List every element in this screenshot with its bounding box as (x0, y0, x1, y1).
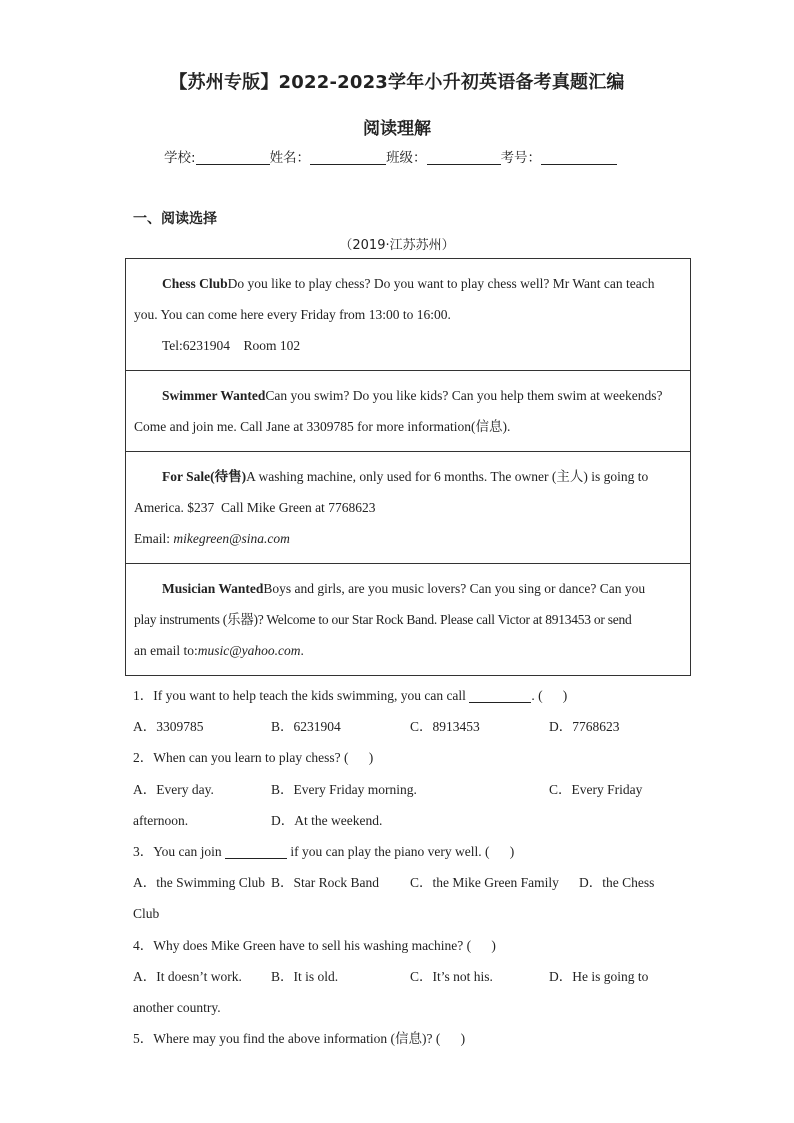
question-stem (133, 680, 693, 711)
option: A．3309785 (133, 719, 204, 735)
email-label: Email: (134, 531, 174, 546)
section-heading: 一、阅读选择 (133, 211, 217, 227)
option: B．Every Friday morning. (271, 781, 417, 797)
answer-blank (225, 844, 287, 859)
name-blank (310, 150, 386, 165)
option: B．It is old. (271, 968, 339, 984)
ad-title: For Sale(待售) (162, 469, 247, 484)
question-text: . ( ) (531, 688, 568, 703)
option: D．the Chess (579, 875, 655, 891)
ad-title: Swimmer Wanted (162, 388, 266, 403)
question-source: （2019·江苏苏州） (339, 238, 455, 253)
option-row (133, 961, 693, 992)
option-row (133, 774, 693, 805)
class-label: 班级： (386, 150, 427, 166)
question-stem (133, 1023, 693, 1054)
option-row (133, 805, 693, 836)
option: C．It’s not his. (410, 968, 493, 984)
option-row (133, 867, 693, 898)
option: C．the Mike Green Family (410, 875, 559, 891)
ad-text: you. You can come here every Friday from 13:00 to 16:00. (134, 307, 451, 322)
option: D．He is going to (549, 968, 649, 984)
ad-contact: Tel:6231904 Room 102 (162, 338, 301, 353)
ad-swimmer-wanted (126, 371, 690, 452)
number-blank (541, 150, 617, 165)
question-text: 2．When can you learn to play chess? ( ) (133, 750, 374, 766)
option: A．It doesn’t work. (133, 968, 242, 984)
email-address: mikegreen@sina.com (173, 531, 290, 546)
class-blank (427, 150, 501, 165)
advertisement-table (125, 258, 691, 676)
ad-text: America. $237 Call Mike Green at 7768623 (134, 500, 376, 515)
ad-text: Boys and girls, are you music lovers? Can you sing or dance? Can you (263, 581, 646, 596)
question-stem (133, 742, 693, 773)
email-address: music@yahoo.com (197, 643, 301, 658)
question-text: 4．Why does Mike Green have to sell his washing machine? ( ) (133, 937, 496, 953)
option: C．8913453 (410, 719, 480, 735)
option-row (133, 711, 693, 742)
option-wrap: afternoon. (133, 812, 189, 828)
ad-text: Can you swim? Do you like kids? Can you help them swim at weekends? (265, 388, 663, 403)
ad-musician-wanted (126, 564, 690, 675)
answer-blank (469, 688, 531, 703)
option-row (133, 898, 693, 929)
option: D．At the weekend. (271, 812, 383, 828)
ad-title: Chess Club (162, 276, 228, 291)
option: B．6231904 (271, 719, 341, 735)
school-label: 学校: (164, 150, 196, 166)
question-text: if you can play the piano very well. ( ) (287, 843, 515, 859)
student-info-line (164, 146, 617, 166)
ad-text: play instruments (乐器)? Welcome to our Star Rock Band. Please call Victor at 8913453 or send (134, 612, 632, 627)
ad-text: A washing machine, only used for 6 months. The owner (主人) is going to (246, 469, 649, 484)
option: B．Star Rock Band (271, 875, 379, 891)
ad-title: Musician Wanted (162, 581, 264, 596)
ad-text: Come and join me. Call Jane at 3309785 for more information(信息). (134, 419, 511, 434)
option: C．Every Friday (549, 781, 643, 797)
question-text: 3．You can join (133, 843, 226, 859)
email-label: an email to: (134, 643, 198, 658)
ad-text: Do you like to play chess? Do you want to play chess well? Mr Want can teach (227, 276, 655, 291)
document-subtitle: 阅读理解 (363, 119, 431, 139)
option-wrap: another country. (133, 999, 221, 1015)
document-title: 【苏州专版】2022-2023学年小升初英语备考真题汇编 (169, 72, 625, 93)
option: A．Every day. (133, 781, 214, 797)
question-text: 5．Where may you find the above information (信息)? ( ) (133, 1031, 466, 1047)
option: A．the Swimming Club (133, 875, 266, 891)
option-row (133, 992, 693, 1023)
ad-for-sale (126, 452, 690, 564)
question-text: 1．If you want to help teach the kids swimming, you can call (133, 688, 470, 703)
name-label: 姓名： (269, 150, 311, 166)
option-wrap: Club (133, 906, 160, 922)
question-stem (133, 836, 693, 867)
email-suffix: . (300, 643, 304, 658)
question-list (133, 680, 693, 1054)
school-blank (196, 150, 270, 165)
number-label: 考号： (500, 150, 542, 166)
question-stem (133, 930, 693, 961)
option: D．7768623 (549, 719, 620, 735)
ad-chess-club (126, 259, 690, 371)
